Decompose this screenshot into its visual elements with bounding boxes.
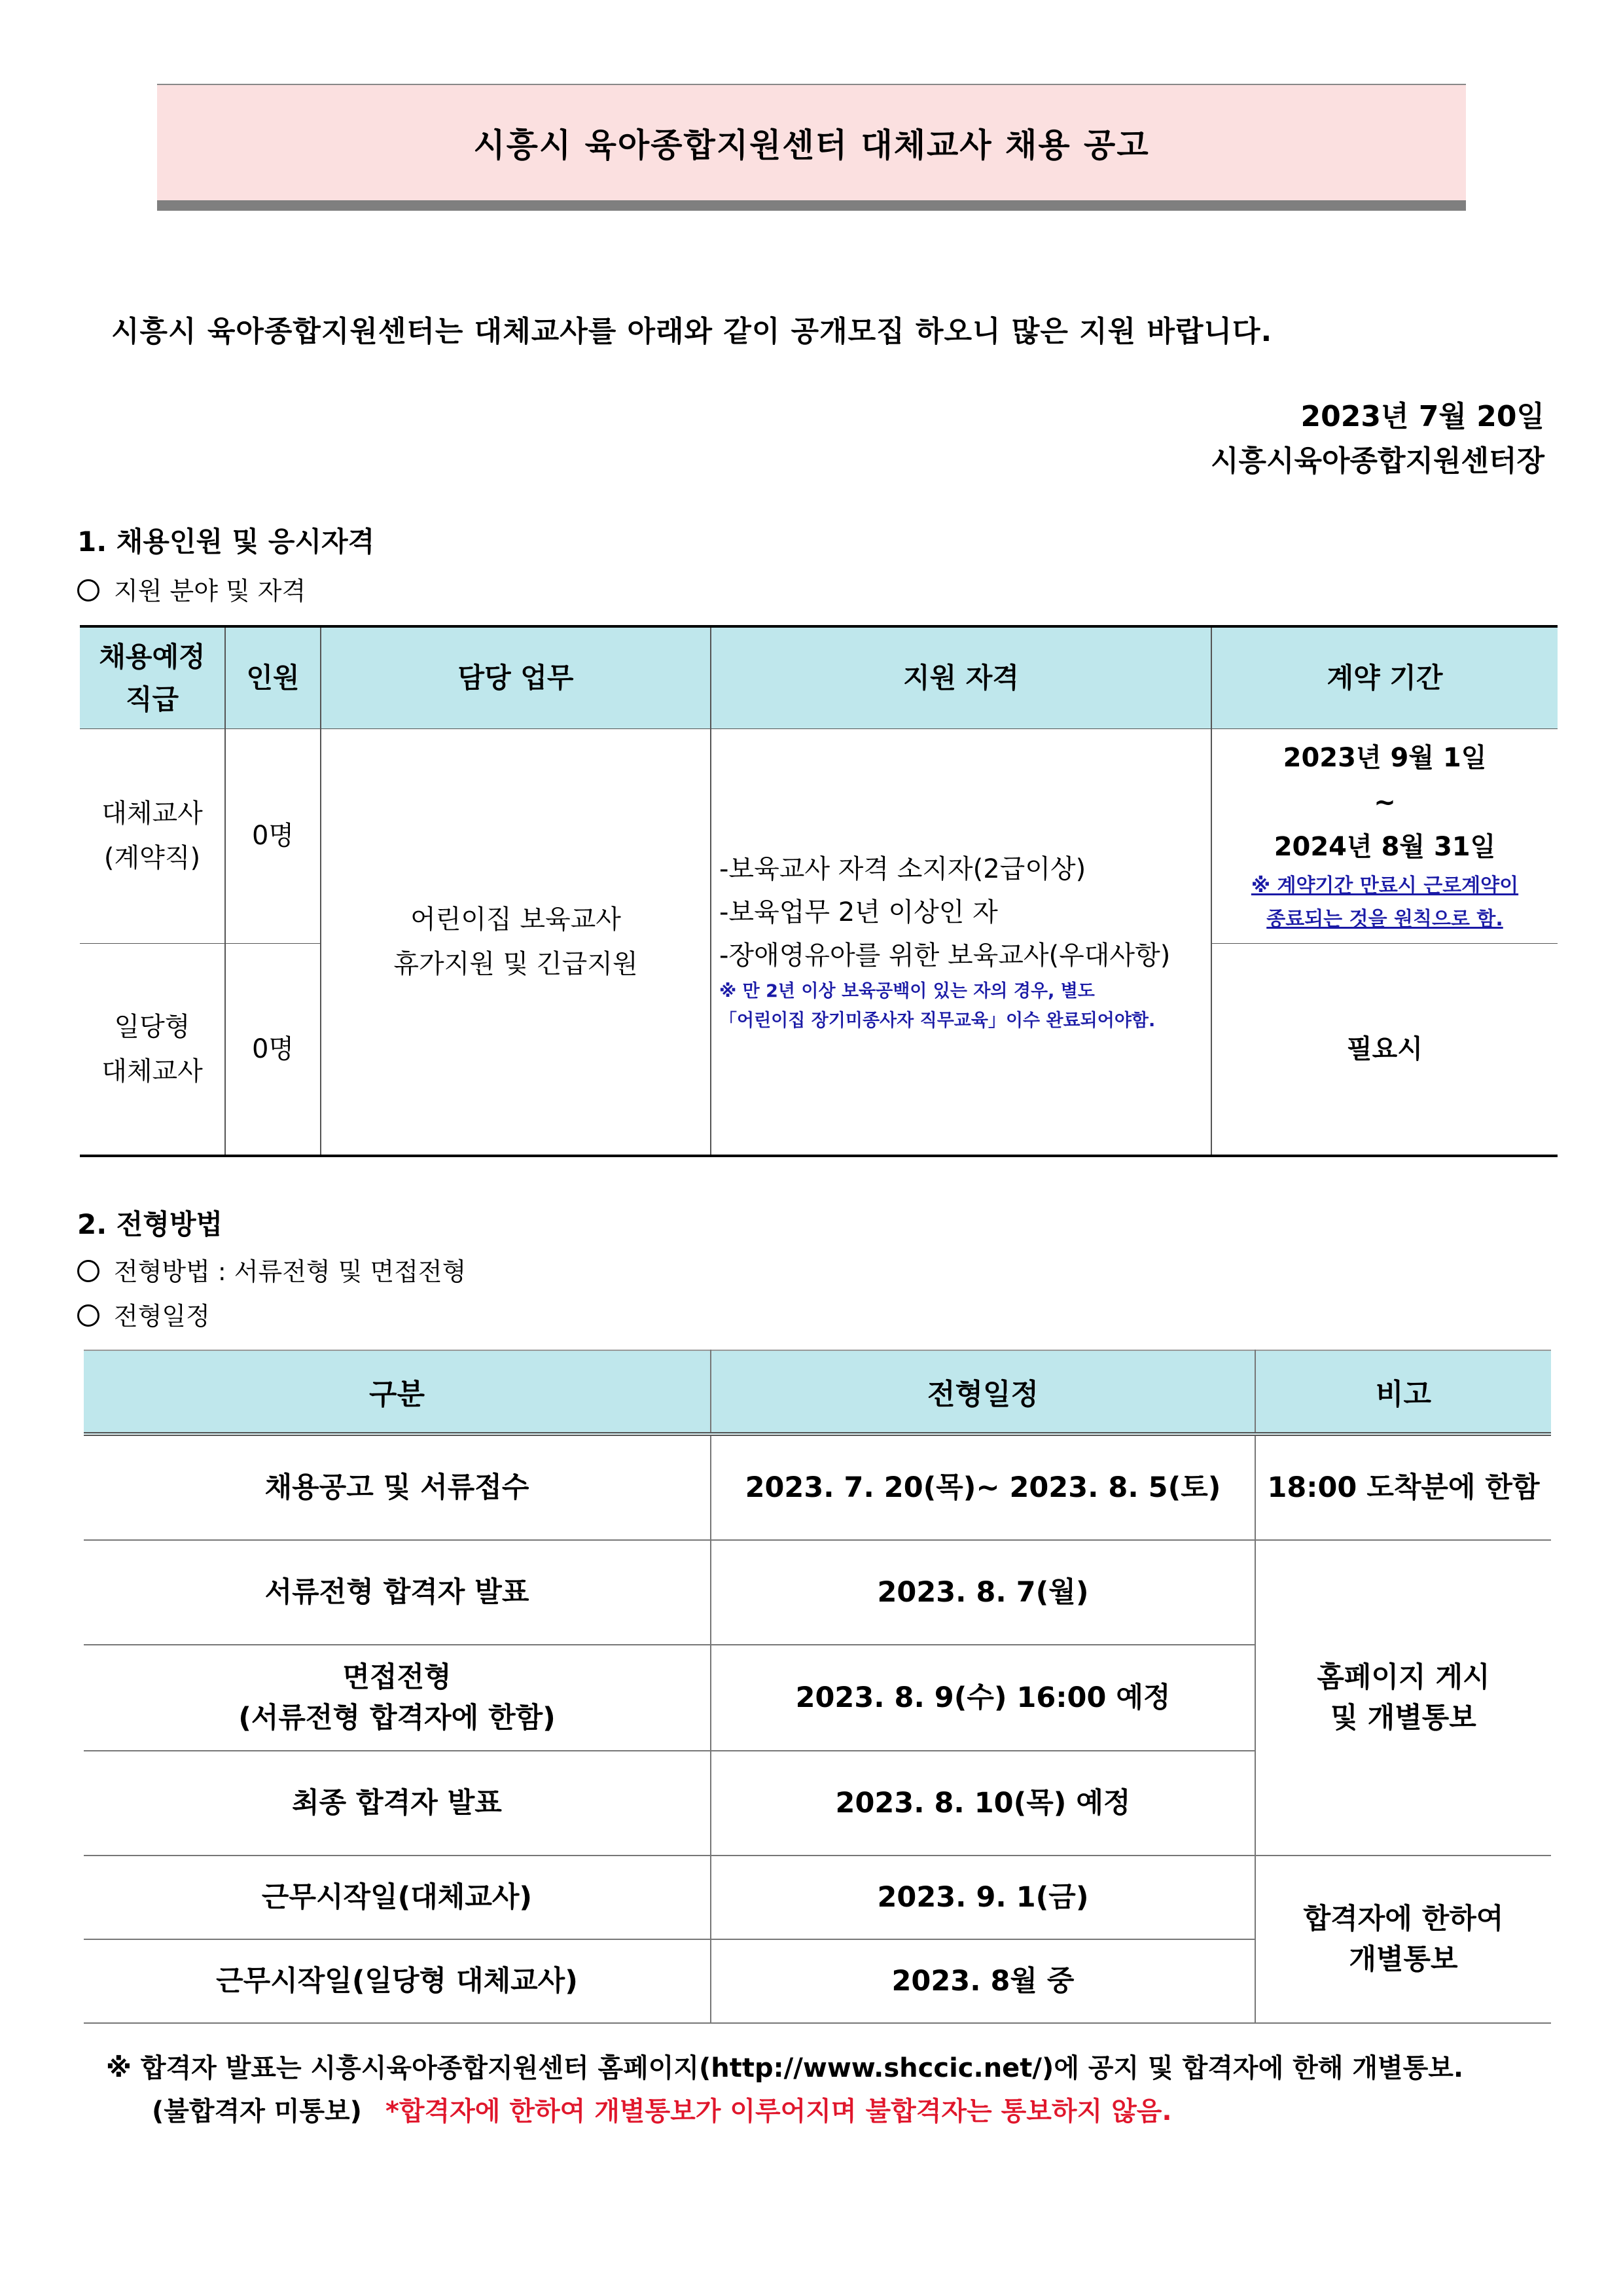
header-count: 인원 — [225, 626, 321, 728]
circle-bullet-icon — [77, 1260, 99, 1282]
table-header-row — [80, 626, 1558, 728]
header-period: 계약 기간 — [1211, 626, 1558, 728]
category-cell: 면접전형 (서류전형 합격자에 한함) — [84, 1645, 711, 1751]
table-row — [84, 1540, 1551, 1645]
category-cell: 근무시작일(일당형 대체교사) — [84, 1939, 711, 2023]
row2-position: 일당형 대체교사 — [80, 943, 225, 1156]
header-position: 채용예정 직급 — [80, 626, 225, 728]
schedule-cell: 2023. 8. 10(목) 예정 — [711, 1751, 1255, 1856]
category-cell: 근무시작일(대체교사) — [84, 1856, 711, 1939]
notice-date: 2023년 7월 20일 — [1300, 400, 1544, 433]
schedule-cell: 2023. 8. 9(수) 16:00 예정 — [711, 1645, 1255, 1751]
section2-sub1 — [77, 1251, 466, 1287]
section1-sub — [77, 571, 306, 607]
qual-line: -보육교사 자격 소지자(2급이상) — [719, 854, 1086, 885]
duty-cell: 어린이집 보육교사 휴가지원 및 긴급지원 — [321, 728, 711, 1156]
footer-black-text: (불합격자 미통보) — [152, 2096, 362, 2126]
intro-text: 시흥시 육아종합지원센터는 대체교사를 아래와 같이 공개모집 하오니 많은 지원 바랍니다. — [111, 315, 1273, 348]
row1-position: 대체교사 (계약직) — [80, 728, 225, 943]
schedule-table — [84, 1350, 1551, 2024]
footer-note-line1: ※ 합격자 발표는 시흥시육아종합지원센터 홈페이지(http://www.shccic.net/)에 공지 및 합격자에 한해 개별통보. — [106, 2053, 1464, 2083]
header-schedule: 전형일정 — [711, 1350, 1255, 1434]
row2-count: 0명 — [225, 943, 321, 1156]
schedule-cell: 2023. 8월 중 — [711, 1939, 1255, 2023]
category-cell: 서류전형 합격자 발표 — [84, 1540, 711, 1645]
schedule-cell: 2023. 8. 7(월) — [711, 1540, 1255, 1645]
title-underline-bar — [157, 200, 1466, 211]
section2-sub1-text: 전형방법 : 서류전형 및 면접전형 — [114, 1257, 467, 1286]
table-row — [84, 1856, 1551, 1939]
note-cell-group2: 합격자에 한하여 개별통보 — [1255, 1856, 1551, 2023]
row1-count: 0명 — [225, 728, 321, 943]
period-cell — [1211, 728, 1558, 943]
period-note: ※ 계약기간 만료시 근로계약이 종료되는 것을 원칙으로 함. — [1251, 874, 1519, 931]
note-cell: 18:00 도착분에 한함 — [1255, 1434, 1551, 1540]
period-start: 2023년 9월 1일 — [1283, 743, 1487, 773]
section2-sub2 — [77, 1296, 210, 1332]
recruitment-table — [80, 625, 1558, 1157]
circle-bullet-icon — [77, 579, 99, 601]
qual-note: ※ 만 2년 이상 보육공백이 있는 자의 경우, 별도 「어린이집 장기미종사자 직무교육」이수 완료되어야함. — [719, 981, 1156, 1031]
schedule-cell: 2023. 9. 1(금) — [711, 1856, 1255, 1939]
note-cell-group1: 홈페이지 게시 및 개별통보 — [1255, 1540, 1551, 1856]
header-category: 구분 — [84, 1350, 711, 1434]
section2-sub2-text: 전형일정 — [114, 1302, 210, 1331]
schedule-cell: 2023. 7. 20(목)~ 2023. 8. 5(토) — [711, 1434, 1255, 1540]
table-row — [80, 728, 1558, 943]
issuer-name: 시흥시육아종합지원센터장 — [1210, 444, 1544, 478]
section2-heading: 2. 전형방법 — [77, 1208, 223, 1240]
circle-bullet-icon — [77, 1304, 99, 1327]
title-box — [157, 84, 1466, 200]
header-duty: 담당 업무 — [321, 626, 711, 728]
footer-note-line2 — [152, 2090, 1172, 2128]
period-tilde: ~ — [1374, 787, 1396, 817]
table-header-row — [84, 1350, 1551, 1434]
qual-line: -장애영유아를 위한 보육교사(우대사항) — [719, 941, 1171, 971]
category-cell: 채용공고 및 서류접수 — [84, 1434, 711, 1540]
qualification-cell — [711, 728, 1211, 1156]
qual-line: -보육업무 2년 이상인 자 — [719, 897, 998, 928]
period-end: 2024년 8월 31일 — [1274, 832, 1496, 862]
section1-heading: 1. 채용인원 및 응시자격 — [77, 526, 375, 558]
section1-sub-text: 지원 분야 및 자격 — [114, 577, 306, 605]
category-cell: 최종 합격자 발표 — [84, 1751, 711, 1856]
header-note: 비고 — [1255, 1350, 1551, 1434]
row2-period: 필요시 — [1211, 943, 1558, 1156]
table-row — [84, 1434, 1551, 1540]
page-title: 시흥시 육아종합지원센터 대체교사 채용 공고 — [473, 126, 1150, 164]
header-qualification: 지원 자격 — [711, 626, 1211, 728]
footer-red-text: *합격자에 한하여 개별통보가 이루어지며 불합격자는 통보하지 않음. — [385, 2096, 1172, 2126]
